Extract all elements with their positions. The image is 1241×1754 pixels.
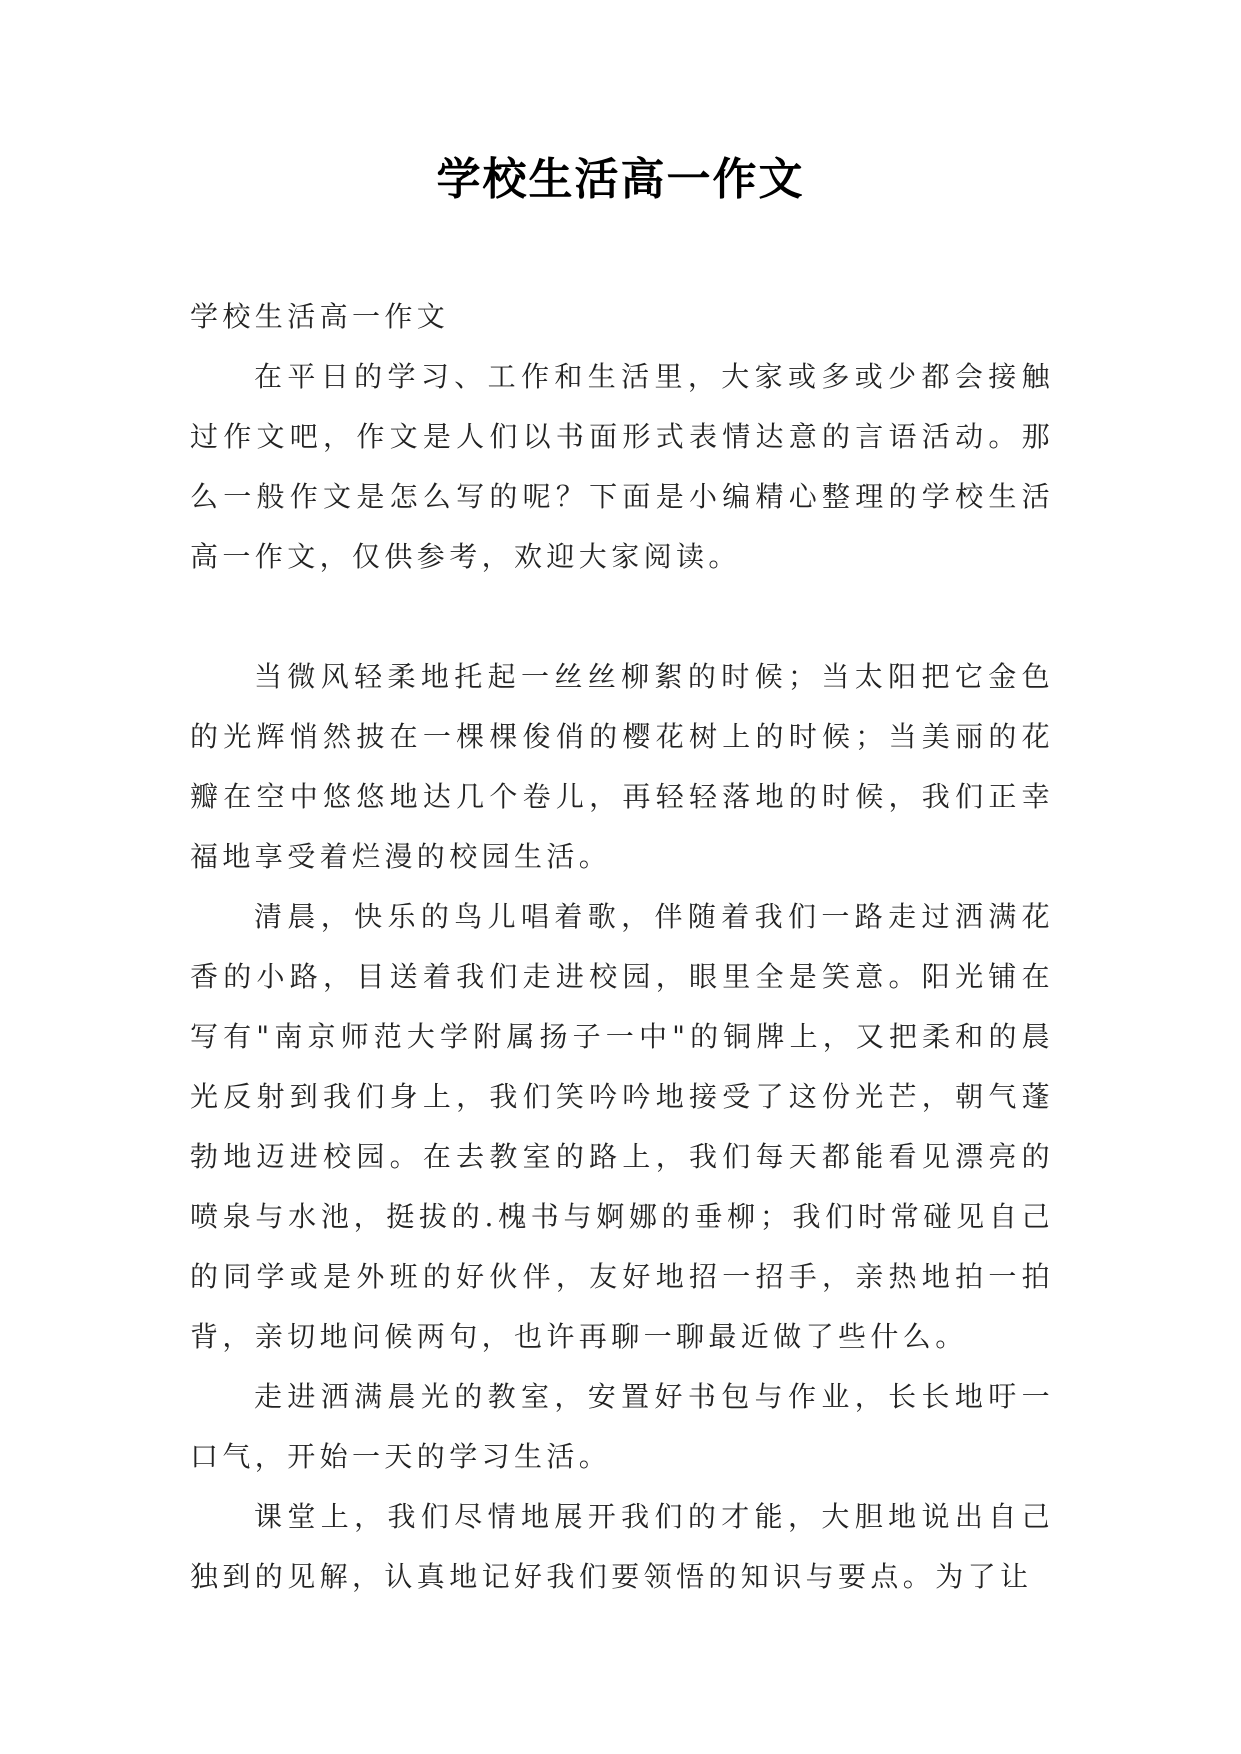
paragraph-spacer <box>190 587 1054 647</box>
body-paragraph: 走进洒满晨光的教室，安置好书包与作业，长长地吁一口气，开始一天的学习生活。 <box>190 1380 1054 1473</box>
body-paragraph: 清晨，快乐的鸟儿唱着歌，伴随着我们一路走过洒满花香的小路，目送着我们走进校园，眼里全是笑意。阳光铺在写有"南京师范大学附属扬子一中"的铜牌上，又把柔和的晨光反射到我们身上，我们笑吟吟地接受了这份光芒，朝气蓬勃地迈进校园。在去教室的路上，我们每天都能看见漂亮的喷泉与水池，挺拔的.槐书与婀娜的垂柳；我们时常碰见自己的同学或是外班的好伙伴，友好地招一招手，亲热地拍一拍背，亲切地问候两句，也许再聊一聊最近做了些什么。 <box>190 900 1054 1353</box>
document-subtitle: 学校生活高一作文 <box>190 300 450 333</box>
body-paragraph: 当微风轻柔地托起一丝丝柳絮的时候；当太阳把它金色的光辉悄然披在一棵棵俊俏的樱花树上的时候；当美丽的花瓣在空中悠悠地达几个卷儿，再轻轻落地的时候，我们正幸福地享受着烂漫的校园生活。 <box>190 660 1054 873</box>
document-body <box>190 287 1054 1607</box>
document-title: 学校生活高一作文 <box>436 154 805 205</box>
intro-paragraph: 在平日的学习、工作和生活里，大家或多或少都会接触过作文吧，作文是人们以书面形式表情达意的言语活动。那么一般作文是怎么写的呢？下面是小编精心整理的学校生活高一作文，仅供参考，欢迎大家阅读。 <box>190 360 1054 573</box>
body-paragraph: 课堂上，我们尽情地展开我们的才能，大胆地说出自己独到的见解，认真地记好我们要领悟的知识与要点。为了让 <box>190 1500 1054 1593</box>
